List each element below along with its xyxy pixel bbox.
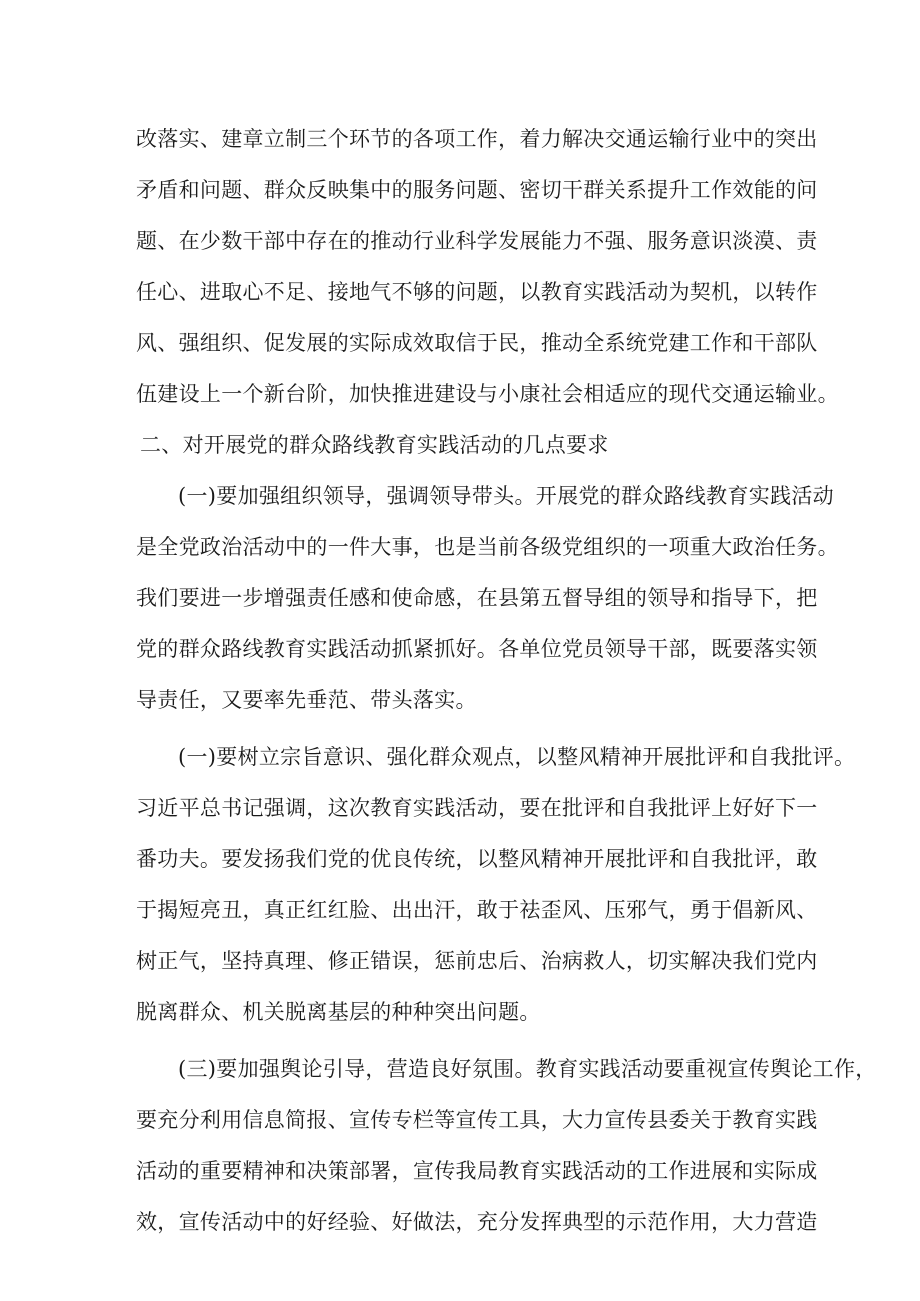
text-line: 树正气，坚持真理、修正错误，惩前忠后、治病救人，切实解决我们党内 — [136, 949, 818, 973]
text-line: 要充分利用信息简报、宣传专栏等宣传工具，大力宣传县委关于教育实践 — [136, 1108, 818, 1132]
text-line: 党的群众路线教育实践活动抓紧抓好。各单位党员领导干部，既要落实领 — [136, 637, 818, 661]
text-line: 风、强组织、促发展的实际成效取信于民，推动全系统党建工作和干部队 — [136, 331, 818, 355]
section-heading — [136, 420, 788, 471]
text-line: 题、在少数干部中存在的推动行业科学发展能力不强、服务意识淡漠、责 — [136, 229, 818, 253]
heading-text: 二、对开展党的群众路线教育实践活动的几点要求 — [140, 433, 609, 457]
paragraph-requirement-1 — [136, 471, 839, 726]
text-line: 伍建设上一个新台阶，加快推进建设与小康社会相适应的现代交通运输业。 — [136, 382, 839, 406]
document-page — [136, 114, 877, 1248]
paragraph-requirement-2 — [136, 732, 856, 1038]
text-line: 矛盾和问题、群众反映集中的服务问题、密切干群关系提升工作效能的问 — [136, 178, 818, 202]
text-line: (一)要树立宗旨意识、强化群众观点，以整风精神开展批评和自我批评。 — [178, 745, 856, 769]
paragraph-requirement-3 — [136, 1044, 877, 1248]
text-line: 导责任，又要率先垂范、带头落实。 — [136, 688, 477, 712]
text-line: 任心、进取心不足、接地气不够的问题，以教育实践活动为契机，以转作 — [136, 280, 818, 304]
text-line: 番功夫。要发扬我们党的优良传统，以整风精神开展批评和自我批评，敢 — [136, 847, 818, 871]
text-line: 活动的重要精神和决策部署，宣传我局教育实践活动的工作进展和实际成 — [136, 1159, 818, 1183]
text-line: 于揭短亮丑，真正红红脸、出出汗，敢于祛歪风、压邪气，勇于倡新风、 — [136, 898, 818, 922]
text-line: (一)要加强组织领导，强调领导带头。开展党的群众路线教育实践活动 — [178, 484, 834, 508]
text-line: 是全党政治活动中的一件大事，也是当前各级党组织的一项重大政治任务。 — [136, 535, 839, 559]
text-line: 效，宣传活动中的好经验、好做法，充分发挥典型的示范作用，大力营造 — [136, 1210, 818, 1234]
paragraph-continuation — [136, 114, 839, 420]
text-line: 习近平总书记强调，这次教育实践活动，要在批评和自我批评上好好下一 — [136, 796, 818, 820]
text-line: 脱离群众、机关脱离基层的种种突出问题。 — [136, 1000, 541, 1024]
text-line: 我们要进一步增强责任感和使命感，在县第五督导组的领导和指导下，把 — [136, 586, 818, 610]
text-line: 改落实、建章立制三个环节的各项工作，着力解决交通运输行业中的突出 — [136, 127, 818, 151]
text-line: (三)要加强舆论引导，营造良好氛围。教育实践活动要重视宣传舆论工作， — [178, 1057, 877, 1081]
